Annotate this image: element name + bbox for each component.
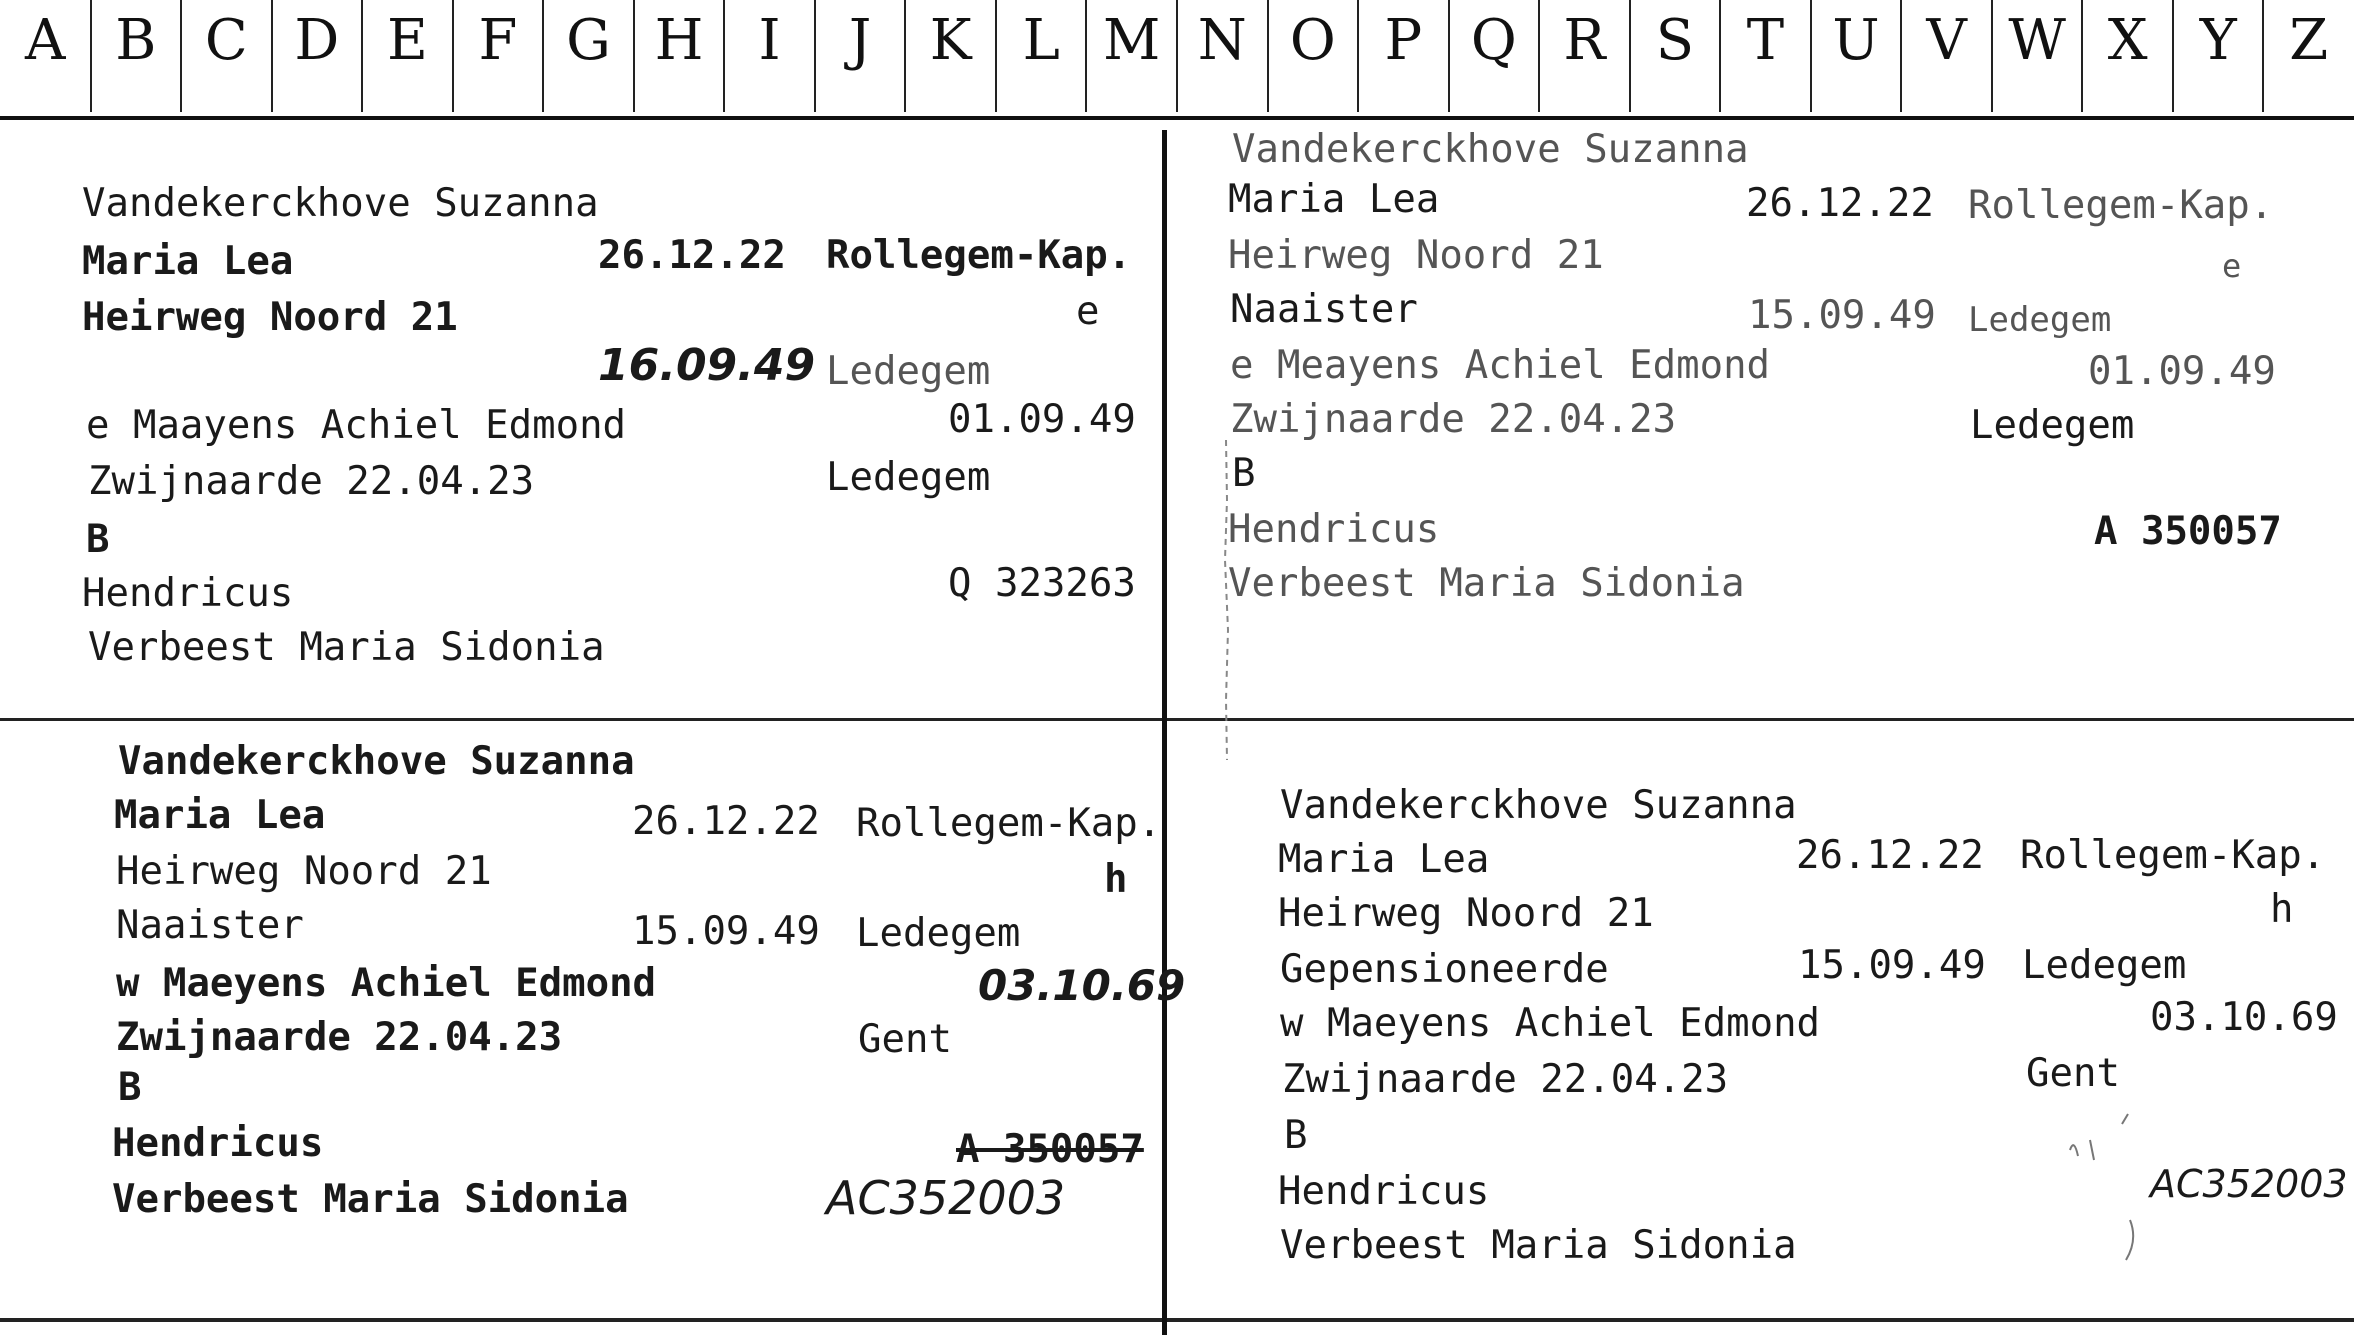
index-divider <box>1448 0 1450 112</box>
card-old-number-struck: A 350057 <box>956 1127 1144 1172</box>
index-letter-f: F <box>478 8 518 73</box>
card-spouse-origin: Zwijnaarde 22.04.23 <box>1230 397 1677 442</box>
card-name: Vandekerckhove Suzanna <box>1280 783 1797 828</box>
card-name: Vandekerckhove Suzanna <box>82 181 599 226</box>
card-number: Q 323263 <box>948 561 1136 606</box>
card-birth-place: Rollegem-Kap. <box>2020 833 2326 878</box>
divider-vertical <box>1162 130 1167 1335</box>
card-letter: B <box>118 1065 142 1110</box>
card-marriage-place: Ledegem <box>856 911 1021 956</box>
card-spouse-place: Ledegem <box>826 455 991 500</box>
index-divider <box>271 0 273 112</box>
card-birth-date: 26.12.22 <box>1746 181 1934 226</box>
index-divider <box>1267 0 1269 112</box>
card-spouse-date: 03.10.69 <box>2150 995 2338 1040</box>
card-name: Vandekerckhove Suzanna <box>1232 127 1749 172</box>
index-divider <box>1719 0 1721 112</box>
divider-bottom <box>0 1318 2354 1322</box>
index-divider <box>542 0 544 112</box>
card-spouse: e Meayens Achiel Edmond <box>1230 343 1771 388</box>
index-divider <box>995 0 997 112</box>
card-birth-date: 26.12.22 <box>598 233 786 278</box>
card-marriage-place: Ledegem <box>826 349 991 394</box>
card-spouse-date: 01.09.49 <box>2088 349 2276 394</box>
card-father: Hendricus <box>112 1121 324 1166</box>
index-letter-c: C <box>204 8 248 73</box>
index-letter-y: Y <box>2199 8 2237 73</box>
card-address: Heirweg Noord 21 <box>116 849 492 894</box>
card-birth-place: Rollegem-Kap. <box>826 233 1132 278</box>
index-letter-n: N <box>1197 8 1247 73</box>
index-letter-a: A <box>25 8 66 73</box>
index-letter-s: S <box>1655 8 1695 73</box>
index-letter-j: J <box>848 8 872 73</box>
card-spouse-origin: Zwijnaarde 22.04.23 <box>88 459 535 504</box>
index-divider <box>723 0 725 112</box>
index-letter-m: M <box>1103 8 1161 73</box>
card-occupation: Naaister <box>116 903 304 948</box>
card-marriage-date: 15.09.49 <box>1748 293 1936 338</box>
card-status-letter: h <box>2270 887 2294 932</box>
index-divider <box>1900 0 1902 112</box>
index-letter-r: R <box>1563 8 1606 73</box>
index-divider <box>1357 0 1359 112</box>
card-name: Vandekerckhove Suzanna <box>118 739 635 784</box>
card-mother: Verbeest Maria Sidonia <box>112 1177 629 1222</box>
card-given-names: Maria Lea <box>82 239 294 284</box>
card-spouse-origin: Zwijnaarde 22.04.23 <box>116 1015 563 1060</box>
card-mother: Verbeest Maria Sidonia <box>88 625 605 670</box>
index-divider <box>1991 0 1993 112</box>
index-baseline <box>0 116 2354 120</box>
card-given-names: Maria Lea <box>1278 837 1490 882</box>
card-marriage-date: 16.09.49 <box>598 340 816 391</box>
card-occupation: Gepensioneerde <box>1280 947 1609 992</box>
card-occupation: Naaister <box>1230 287 1418 332</box>
index-letter-u: U <box>1832 8 1880 73</box>
index-letter-q: Q <box>1470 8 1517 73</box>
index-divider <box>1538 0 1540 112</box>
index-letter-t: T <box>1746 8 1785 73</box>
card-number: A 350057 <box>2094 509 2282 554</box>
index-letter-o: O <box>1289 8 1336 73</box>
card-status-letter: h <box>1104 857 1128 902</box>
card-spouse-date: 03.10.69 <box>978 961 1186 1010</box>
card-marriage-date: 15.09.49 <box>632 909 820 954</box>
index-letter-g: G <box>566 8 611 73</box>
alphabet-index-strip <box>0 0 2354 118</box>
index-letter-e: E <box>386 8 428 73</box>
index-letter-x: X <box>2107 8 2148 73</box>
card-address: Heirweg Noord 21 <box>1228 233 1604 278</box>
card-spouse-place: Gent <box>2026 1051 2120 1096</box>
index-divider <box>1176 0 1178 112</box>
index-divider <box>2081 0 2083 112</box>
card-father: Hendricus <box>1228 507 1440 552</box>
index-letter-h: H <box>654 8 704 73</box>
card-spouse-date: 01.09.49 <box>948 397 1136 442</box>
card-father: Hendricus <box>82 571 294 616</box>
index-letter-v: V <box>1926 8 1967 73</box>
index-divider <box>814 0 816 112</box>
index-divider <box>1629 0 1631 112</box>
index-divider <box>2262 0 2264 112</box>
index-letter-p: P <box>1384 8 1423 73</box>
card-number: AC352003 <box>2150 1162 2348 1206</box>
card-letter: B <box>86 517 110 562</box>
card-given-names: Maria Lea <box>1228 177 1440 222</box>
card-father: Hendricus <box>1278 1169 1490 1214</box>
card-address: Heirweg Noord 21 <box>1278 891 1654 936</box>
card-spouse: w Maeyens Achiel Edmond <box>116 961 657 1006</box>
card-status-letter: e <box>1076 289 1100 334</box>
pencil-margin-mark <box>1218 440 1238 764</box>
card-birth-date: 26.12.22 <box>632 799 820 844</box>
card-mother: Verbeest Maria Sidonia <box>1228 561 1745 606</box>
card-status-letter: e <box>2222 247 2242 285</box>
pencil-tick-mark <box>2064 1110 2144 1274</box>
index-divider <box>904 0 906 112</box>
index-divider <box>1085 0 1087 112</box>
card-spouse: e Maayens Achiel Edmond <box>86 403 627 448</box>
divider-top-left <box>0 718 1168 721</box>
index-divider <box>90 0 92 112</box>
divider-top-right <box>1168 718 2354 721</box>
index-divider <box>2172 0 2174 112</box>
card-mother: Verbeest Maria Sidonia <box>1280 1223 1797 1268</box>
index-divider <box>633 0 635 112</box>
card-new-number: AC352003 <box>826 1171 1066 1225</box>
card-letter: B <box>1284 1113 1308 1158</box>
card-letter: B <box>1232 451 1256 496</box>
index-letter-i: I <box>758 8 781 73</box>
card-spouse-place: Gent <box>858 1017 952 1062</box>
index-letter-l: L <box>1022 8 1060 73</box>
index-letter-k: K <box>929 8 972 73</box>
index-divider <box>361 0 363 112</box>
index-letter-d: D <box>294 8 340 73</box>
card-given-names: Maria Lea <box>114 793 326 838</box>
index-divider <box>180 0 182 112</box>
card-spouse-place: Ledegem <box>1970 403 2135 448</box>
card-marriage-date: 15.09.49 <box>1798 943 1986 988</box>
card-birth-place: Rollegem-Kap. <box>1968 183 2274 228</box>
index-divider <box>452 0 454 112</box>
card-spouse: w Maeyens Achiel Edmond <box>1280 1001 1821 1046</box>
index-divider <box>1810 0 1812 112</box>
index-letter-w: W <box>2008 8 2066 73</box>
card-birth-date: 26.12.22 <box>1796 833 1984 878</box>
card-marriage-place: Ledegem <box>2022 943 2187 988</box>
card-spouse-origin: Zwijnaarde 22.04.23 <box>1282 1057 1729 1102</box>
card-address: Heirweg Noord 21 <box>82 295 458 340</box>
card-marriage-place: Ledegem <box>1968 300 2112 340</box>
index-letter-b: B <box>115 8 157 73</box>
index-letter-z: Z <box>2289 8 2329 73</box>
card-birth-place: Rollegem-Kap. <box>856 801 1162 846</box>
